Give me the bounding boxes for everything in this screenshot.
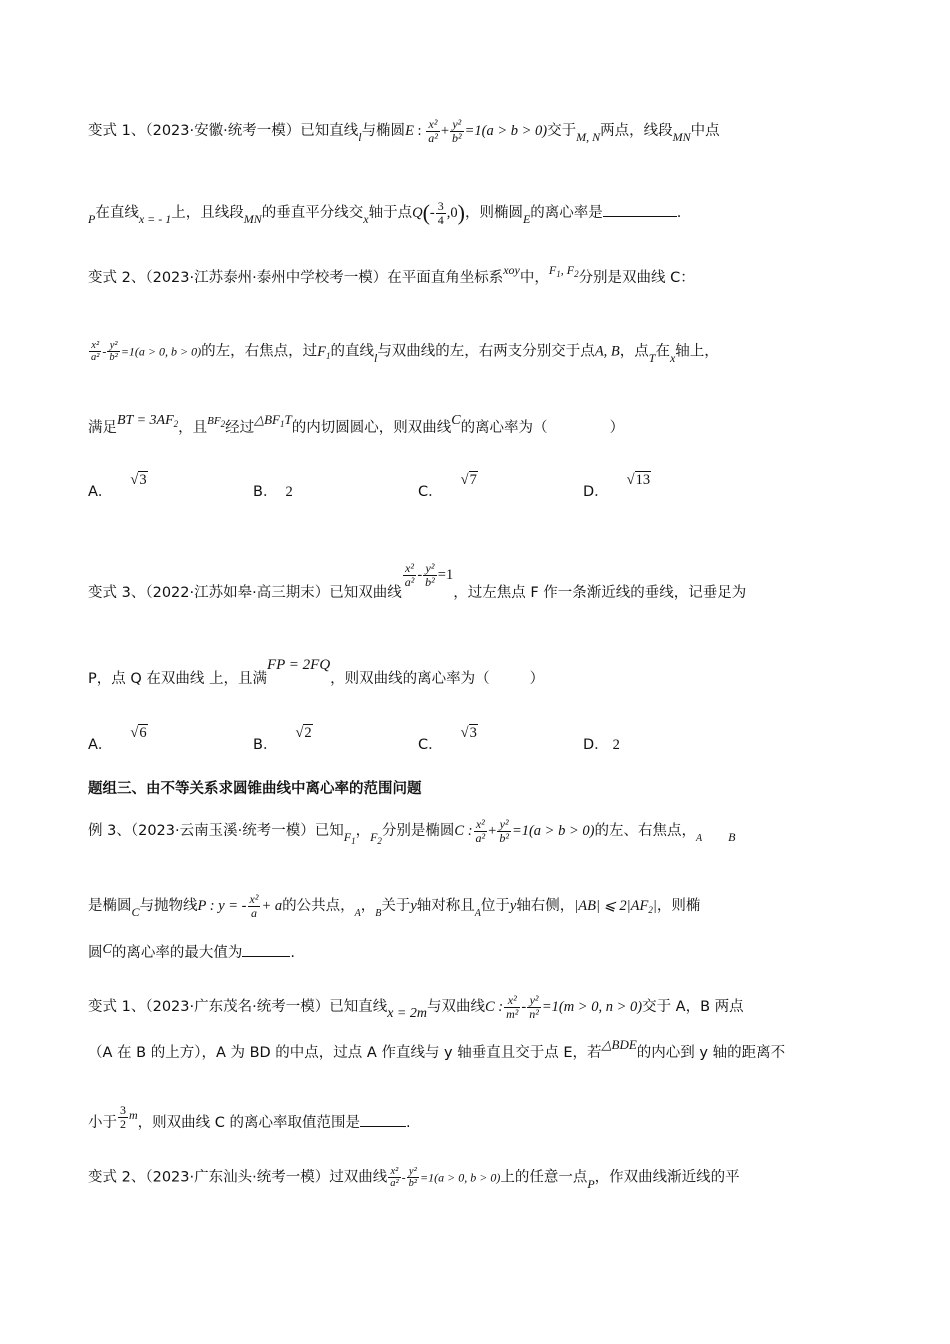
fraction-y2-b2: $\frac{\text{y²}}{\text{b²}}$ [408, 1166, 418, 1190]
math-B: B [728, 830, 736, 845]
text: ，则椭 [656, 898, 701, 915]
math-plus-a: + a [261, 898, 283, 915]
math-ellipse-tail: =1(a > b > 0) [464, 123, 548, 140]
text: 的离心率是 [530, 205, 603, 222]
text: 与双曲线的左，右两支分别交于点 [377, 343, 595, 360]
sqrt: √13 [626, 472, 651, 488]
text: 轴右侧， [516, 898, 575, 915]
math-C: C [102, 942, 112, 957]
math-A: A [695, 833, 703, 845]
math-F2: F [566, 263, 575, 277]
math-C: C [131, 905, 140, 920]
math-F2: F [370, 830, 378, 845]
text: 两点，线段 [600, 123, 673, 140]
text: 的左、右焦点， [594, 823, 696, 840]
ex3-line-2: 是椭圆$_C$与抛物线P : y = - $\frac{\text{x²}}{a}$ + a的公共点，$_A$，$_B$关于y轴对称且$_A$位于y轴右侧，|AB| ⩽ $2|AF_2|$，则椭 [88, 892, 701, 920]
math-F1: F [548, 263, 557, 277]
math-minus: - [102, 344, 107, 359]
fraction-y2-b2: $\frac{\text{y²}}{\text{b²}}$ [109, 340, 118, 364]
text: 交于 [547, 123, 577, 140]
math-minus: - [401, 1170, 406, 1185]
fraction-3-2: $\frac{3}{2}$ [120, 1103, 126, 1131]
math-plus: + [488, 823, 497, 840]
text: ， [360, 898, 376, 915]
text: 上，且线段 [171, 205, 244, 222]
option-a[interactable]: A．√3 [88, 472, 147, 500]
text: ） [529, 671, 545, 687]
text: 过双曲线 [329, 1169, 388, 1186]
math-E: E [522, 212, 531, 227]
fraction-3-4: $\frac{3}{4}$ [437, 199, 444, 227]
text: 圆 [88, 945, 103, 961]
fraction-x2-a2: $\frac{\text{x²}}{\text{a²}}$ [404, 561, 415, 589]
section-heading: 题组三、由不等关系求圆锥曲线中离心率的范围问题 [88, 781, 422, 797]
sqrt: √2 [295, 725, 312, 741]
math-A: A [474, 908, 481, 920]
math-MN: MN [672, 130, 691, 145]
v4-line-3 [88, 1103, 411, 1136]
text: （A 在 B 的上方），A 为 BD 的中点，过点 A 作直线与 y 轴垂直且交于点 E，若 [88, 1045, 602, 1061]
source-tag: （2023·安徽·统考一模） [145, 123, 301, 140]
ex3-line-3 [88, 942, 295, 963]
text: . [676, 205, 682, 222]
math-m: m [129, 1108, 138, 1123]
source-tag: （2023·广东汕头·统考一模） [145, 1169, 330, 1186]
math-C: C [451, 413, 461, 428]
math-C: C : [454, 823, 473, 840]
math-l: l [358, 130, 362, 145]
option-b[interactable]: B．√2 [253, 725, 312, 753]
v4-line-1 [88, 994, 744, 1020]
math-A: A [354, 908, 361, 920]
math-BF2: BF [207, 415, 221, 427]
text: 分别是椭圆 [381, 823, 455, 840]
math-triangle-BDE: △BDE [601, 1037, 637, 1052]
math-x: x [669, 350, 676, 365]
math-hyper-tail: =1(m > 0, n > 0) [541, 999, 643, 1016]
text: 小于 [88, 1115, 117, 1132]
text: 与双曲线 [427, 999, 485, 1016]
fraction-y2-b2: $\frac{\text{y²}}{\text{b²}}$ [499, 817, 509, 845]
fraction-x2-a: $\frac{\text{x²}}{a}$ [249, 892, 259, 920]
text: 已知直线 [329, 999, 388, 1016]
math-minus: - [417, 567, 423, 584]
math-E: E [405, 123, 414, 140]
v4-line-2 [88, 1037, 786, 1062]
text: 位于 [480, 898, 510, 915]
fraction-y2-b2: $\frac{\text{y²}}{\text{b²}}$ [425, 561, 435, 589]
math-inequality: |AB| ⩽ 2|AF [574, 898, 649, 915]
math-F1: F [317, 343, 326, 360]
ex3-line-1: 例 3、（2023·云南玉溪·统考一模）已知$_{F_1}$，$_{F_2}$分别是椭圆C : $\frac{\text{x²}}{\text{a²}}$ + $\frac{\text{y²}}{\text{b²}}$ =1(a > b > 0)的左、右焦点，$_A$ $_B$ [88, 817, 736, 847]
sqrt: √3 [460, 725, 477, 741]
text: 的公共点， [282, 898, 355, 915]
math-C: C : [485, 999, 504, 1016]
option-a[interactable]: A．√6 [88, 725, 147, 753]
source-tag: （2023·云南玉溪·统考一模） [130, 823, 315, 840]
text: . [406, 1115, 411, 1132]
text: P，点 Q 在双曲线 上，且满 [88, 671, 267, 687]
option-b[interactable]: B． 2 [253, 484, 293, 500]
math-F1: F [343, 830, 352, 845]
math-BT-eq: BT = 3AF [117, 413, 174, 428]
variant-label: 变式 2、 [88, 1169, 146, 1186]
option-c[interactable]: C．√7 [418, 472, 477, 500]
v1-line-1: 变式 1、（2023·安徽·统考一模）已知直线$_l$与椭圆E : $\frac{\text{x²}}{\text{a²}}$ + $\frac{\text{y²}}{\text{b²}}$ =1(a > b > 0)交于$_{M,}$ $_N$两点，线段$_{MN}$中点 [88, 117, 720, 145]
text: 是椭圆 [88, 898, 132, 915]
v1-line-2: $_P$在直线$_{x = - 1}$上，且线段$_{MN}$的垂直平分线交$_x$轴于点Q(- $\frac{3}{4}$ ,0)，则椭圆$_E$的离心率是 . [88, 199, 682, 227]
variant-label: 变式 1、 [88, 999, 146, 1016]
math-B: B [375, 908, 382, 920]
fraction-y2-n2: $\frac{\text{y²}}{\text{n²}}$ [529, 993, 539, 1021]
fraction-y2-b2: $\frac{\text{y²}}{\text{b²}}$ [452, 117, 462, 145]
math-MN: MN [243, 212, 262, 227]
math-minus: - [521, 999, 527, 1016]
text: 轴上， [675, 343, 719, 360]
text: ，作双曲线渐近线的平 [594, 1169, 740, 1186]
v2-line-2: $\frac{\text{x²}}{\text{a²}}$ - $\frac{\text{y²}}{\text{b²}}$ =1(a > 0, b > 0)的左，右焦点，过$F_1$的直线$_l$与双曲线的左，右两支分别交于点A, B，点$_T$在$_x$轴上， [91, 340, 719, 365]
text: 轴对称且 [416, 898, 475, 915]
text: 分别是双曲线 C： [578, 270, 695, 286]
math-y: y [410, 898, 417, 915]
text: ，过左焦点 F 作一条渐近线的垂线，记垂足为 [453, 585, 747, 602]
text: 与椭圆 [361, 123, 406, 140]
text: ，且 [178, 420, 208, 436]
math-AB: A, B [594, 343, 620, 360]
text: ， [355, 823, 371, 840]
text: 交于 A，B 两点 [642, 999, 744, 1016]
sqrt: √6 [130, 725, 147, 741]
text: 经过 [225, 420, 255, 436]
math-x-2m: x = 2m [387, 1006, 427, 1022]
sqrt: √3 [130, 472, 147, 488]
variant-label: 变式 1、 [88, 123, 146, 140]
text: ，则双曲线的离心率为（ [330, 671, 490, 687]
text: 中点 [690, 123, 720, 140]
math-triangle: △BF [254, 412, 280, 427]
math-M: M [576, 130, 587, 145]
math-line-x: x = - 1 [138, 212, 172, 227]
math-Q: Q [412, 205, 423, 222]
answer-blank[interactable] [360, 1126, 406, 1127]
text: ，点 [619, 343, 649, 360]
option-d[interactable]: D． 2 [583, 737, 620, 753]
fraction-x2-a2: $\frac{\text{x²}}{\text{a²}}$ [390, 1166, 399, 1190]
option-d[interactable]: D．√13 [583, 472, 651, 500]
text: 在直线 [95, 205, 139, 222]
text: 轴于点 [368, 205, 413, 222]
text: 已知双曲线 [329, 585, 402, 602]
v3-line-1 [88, 561, 747, 606]
variant-label: 变式 2、 [88, 270, 146, 286]
text: 已知 [314, 823, 344, 840]
math-parabola: P : y = - [197, 898, 247, 915]
math-y: y [509, 898, 517, 915]
math-N: N [592, 130, 601, 145]
v2-line-1: 变式 2、（2023·江苏泰州·泰州中学校考一模）在平面直角坐标系$^{xoy}$中，$^{F_1, F_2}$分别是双曲线 C： [88, 263, 695, 286]
fraction-x2-a2: $\frac{\text{x²}}{\text{a²}}$ [428, 117, 438, 145]
math-ellipse-tail: =1(a > b > 0) [511, 823, 595, 840]
math-plus: + [440, 123, 449, 140]
v2-line-3: 满足BT = $3AF_2$，且$^{BF_2}$经过$\triangle BF_1T$的内切圆圆心，则双曲线C的离心率为（ ） [88, 412, 625, 436]
text: 的直线 [330, 343, 374, 360]
math-FP-eq: FP = 2FQ [266, 657, 331, 673]
fraction-x2-a2: $\frac{\text{x²}}{\text{a²}}$ [475, 817, 486, 845]
answer-blank[interactable] [603, 216, 677, 217]
variant-label: 变式 3、 [88, 585, 146, 602]
text: 的内切圆圆心，则双曲线 [291, 420, 452, 436]
source-tag: （2022·江苏如皋·高三期末） [145, 585, 330, 602]
math-T: T [648, 350, 656, 365]
math-minus: - [429, 205, 435, 222]
text: 的垂直平分线交 [261, 205, 364, 222]
text: 的离心率的最大值为 [111, 945, 243, 961]
v5-line-1 [88, 1166, 740, 1189]
text: . [290, 945, 295, 961]
text: 的离心率为（ [460, 420, 548, 436]
text: 在 [655, 343, 670, 360]
math-P: P [88, 212, 96, 227]
sqrt: √7 [460, 472, 477, 488]
answer-blank[interactable] [242, 956, 290, 957]
text: ，则双曲线 C 的离心率取值范围是 [137, 1115, 361, 1132]
source-tag: （2023·江苏泰州·泰州中学校考一模） [145, 270, 388, 286]
text: ，则椭圆 [464, 205, 523, 222]
text: 满足 [88, 420, 117, 436]
fraction-x2-a2: $\frac{\text{x²}}{\text{a²}}$ [91, 340, 100, 364]
math-P: P [587, 1176, 595, 1191]
text: 与抛物线 [139, 898, 198, 915]
math-hyper-tail: =1(a > 0, b > 0) [120, 344, 202, 359]
option-c[interactable]: C．√3 [418, 725, 477, 753]
example-label: 例 3、 [88, 823, 131, 840]
text: 的左，右焦点，过 [201, 343, 318, 360]
text: 的内心到 y 轴的距离不 [636, 1045, 786, 1061]
text: 中， [519, 270, 549, 286]
text: 上的任意一点 [500, 1169, 588, 1186]
fraction-x2-m2: $\frac{\text{x²}}{\text{m²}}$ [506, 993, 519, 1021]
text: 关于 [381, 898, 411, 915]
text: 在平面直角坐标系 [387, 270, 504, 286]
text: 已知直线 [300, 123, 359, 140]
source-tag: （2023·广东茂名·统考一模） [145, 999, 330, 1016]
math-x: x [363, 212, 369, 227]
math-l: l [373, 350, 378, 365]
math-xoy: xoy [503, 263, 520, 277]
math-hyper-tail: =1(a > 0, b > 0) [420, 1170, 501, 1185]
text: ） [609, 420, 625, 436]
math-eq-1: =1 [437, 567, 454, 584]
v3-line-2 [88, 657, 545, 688]
math-Q-tail: ,0 [446, 205, 458, 222]
